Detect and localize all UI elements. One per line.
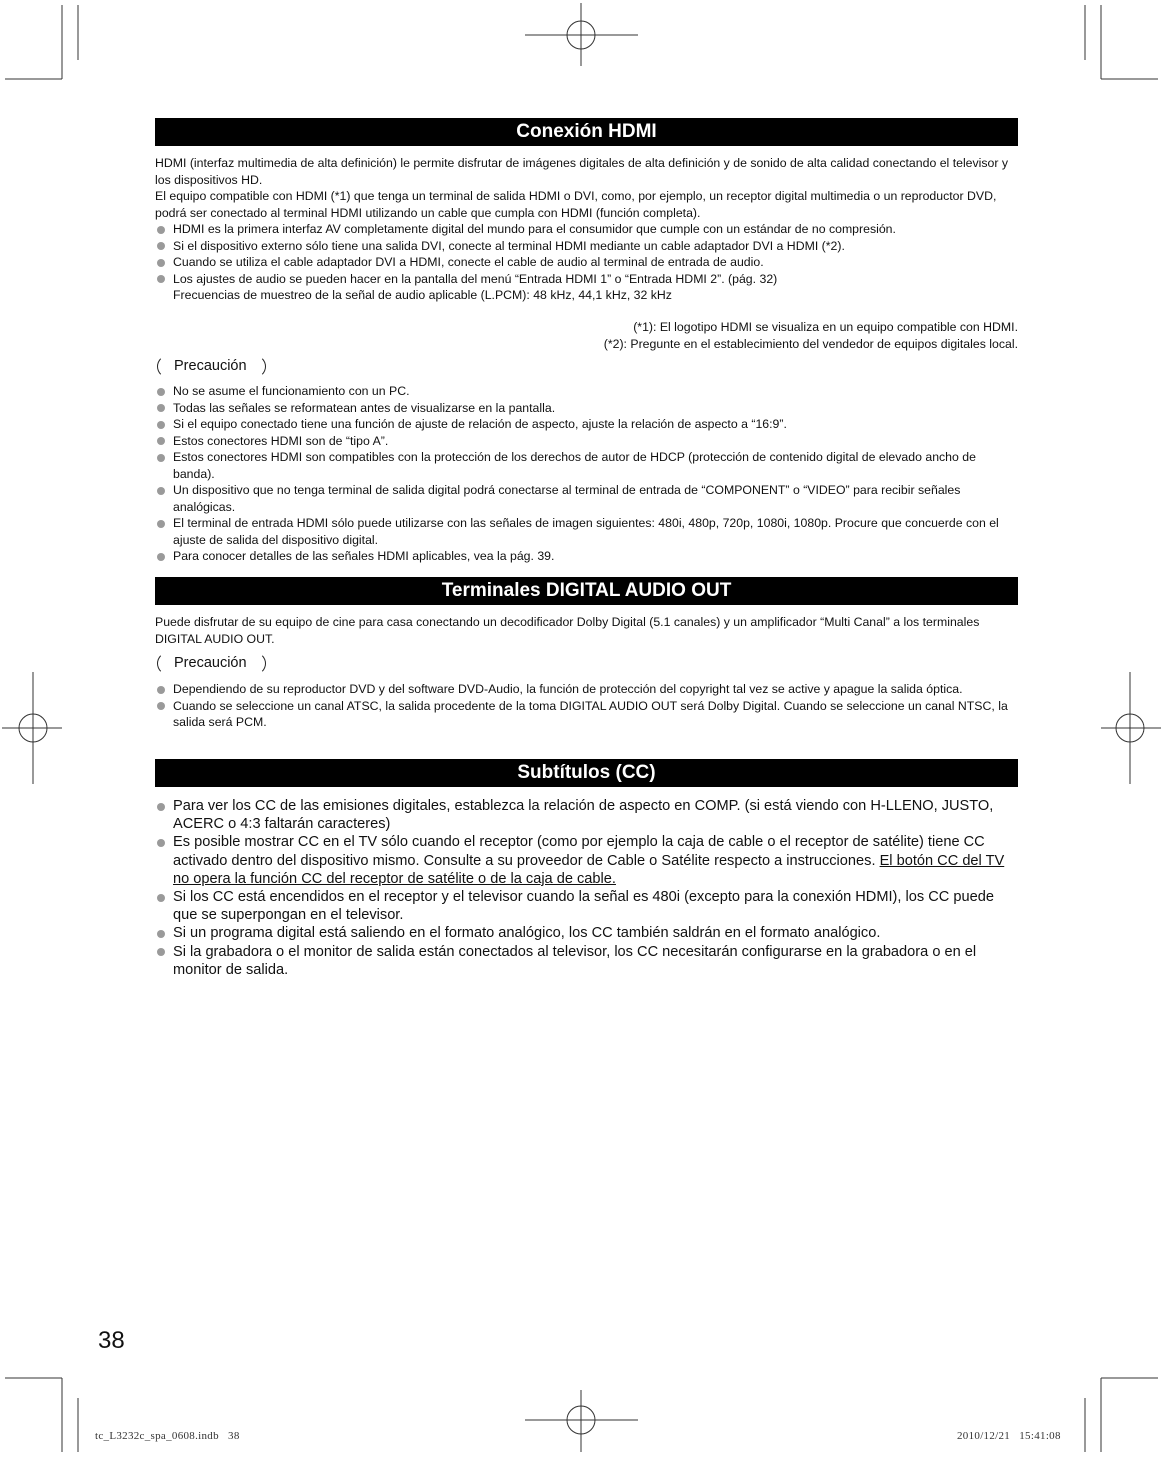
bullet-text: Los ajustes de audio se pueden hacer en la pantalla del menú “Entrada HDMI 1” o “Entrada HDMI 2”. (pág. 32) [173,271,778,286]
bullet-text: Es posible mostrar CC en el TV sólo cuando el receptor (como por ejemplo la caja de cable o el receptor de satélite) tiene CC activado dentro del dispositivo mismo. Consulte a su proveedor de Cable o Satélite respecto a instrucciones. [173,834,985,869]
list-item: No se asume el funcionamiento con un PC. [155,383,1020,400]
list-item: Un dispositivo que no tenga terminal de salida digital podrá conectarse al terminal de entrada de “COMPONENT” o “VIDEO” para recibir señales analógicas. [155,482,1020,515]
bullet-continuation: Frecuencias de muestreo de la señal de audio aplicable (L.PCM): 48 kHz, 44,1 kHz, 32 kHz [173,288,672,302]
list-item: Estos conectores HDMI son de “tipo A”. [155,433,1020,450]
digital-audio-caution-list [155,681,1020,731]
list-item: HDMI es la primera interfaz AV completamente digital del mundo para el consumidor que cumple con un estándar de no compresión. [155,221,1020,238]
hdmi-footnotes [604,319,1018,352]
footer-filename: tc_L3232c_spa_0608.indb 38 [95,1430,240,1442]
hdmi-intro-1: HDMI (interfaz multimedia de alta definición) le permite disfrutar de imágenes digitales de alta definición y de sonido de alta calidad conectando el televisor y los dispositivos HD. [155,156,1009,187]
list-item: Cuando se seleccione un canal ATSC, la salida procedente de la toma DIGITAL AUDIO OUT será Dolby Digital. Cuando se seleccione un canal NTSC, la salida será PCM. [155,698,1020,731]
list-item: Si un programa digital está saliendo en el formato analógico, los CC también saldrán en el formato analógico. [155,924,1020,942]
list-item: Si el dispositivo externo sólo tiene una salida DVI, conecte al terminal HDMI mediante un cable adaptador DVI a HDMI (*2). [155,238,1020,255]
footnote-1: (*1): El logotipo HDMI se visualiza en un equipo compatible con HDMI. [633,320,1018,334]
section-title-subtitles: Subtítulos (CC) [155,759,1018,787]
footnote-2: (*2): Pregunte en el establecimiento del vendedor de equipos digitales local. [603,336,1018,351]
list-item: Estos conectores HDMI son compatibles con la protección de los derechos de autor de HDCP (protección de contenido digital de elevado ancho de banda). [155,449,1020,482]
list-item [155,271,1020,304]
list-item [155,833,1020,888]
caution-label: Precaución [157,652,266,675]
list-item: Todas las señales se reformatean antes de visualizarse en la pantalla. [155,400,1020,417]
list-item: Cuando se utiliza el cable adaptador DVI a HDMI, conecte el cable de audio al terminal de entrada de audio. [155,254,1020,271]
section-title-digital-audio: Terminales DIGITAL AUDIO OUT [155,577,1018,605]
list-item: Para conocer detalles de las señales HDMI aplicables, vea la pág. 39. [155,548,1020,565]
footer-timestamp: 2010/12/21 15:41:08 [957,1430,1061,1442]
hdmi-intro-2: El equipo compatible con HDMI (*1) que tenga un terminal de salida HDMI o DVI, como, por ejemplo, un receptor digital multimedia o un reproductor DVD, podrá ser conectado al terminal HDMI utilizando un cable que cumpla con HDMI (función completa). [155,189,997,220]
list-item: Si la grabadora o el monitor de salida están conectados al televisor, los CC necesitarán configurarse en la grabadora o en el monitor de salida. [155,943,1020,979]
list-item: Si los CC está encendidos en el receptor y el televisor cuando la señal es 480i (excepto para la conexión HDMI), los CC puede que se superpongan en el televisor. [155,888,1020,924]
list-item: Si el equipo conectado tiene una función de ajuste de relación de aspecto, ajuste la relación de aspecto a “16:9”. [155,416,1020,433]
caution-label: Precaución [157,355,266,378]
section-title-hdmi: Conexión HDMI [155,118,1018,146]
subtitles-list [155,797,1020,979]
digital-audio-intro: Puede disfrutar de su equipo de cine para casa conectando un decodificador Dolby Digital (5.1 canales) y un amplificador “Multi Canal” a los terminales DIGITAL AUDIO OUT. [155,615,980,646]
hdmi-bullet-list [155,221,1020,304]
page-number: 38 [98,1327,125,1354]
hdmi-caution-list [155,383,1020,565]
list-item: Dependiendo de su reproductor DVD y del software DVD-Audio, la función de protección del copyright tal vez se active y apague la salida óptica. [155,681,1020,698]
list-item: El terminal de entrada HDMI sólo puede utilizarse con las señales de imagen siguientes: 480i, 480p, 720p, 1080i, 1080p. Procure que concuerde con el ajuste de salida del dispositivo digital. [155,515,1020,548]
list-item: Para ver los CC de las emisiones digitales, establezca la relación de aspecto en COMP. (si está viendo con H-LLENO, JUSTO, ACERC o 4:3 faltarán caracteres) [155,797,1020,833]
underlined-note: El botón CC del TV no opera la función CC del receptor de satélite o de la caja de cable. [173,852,1005,887]
